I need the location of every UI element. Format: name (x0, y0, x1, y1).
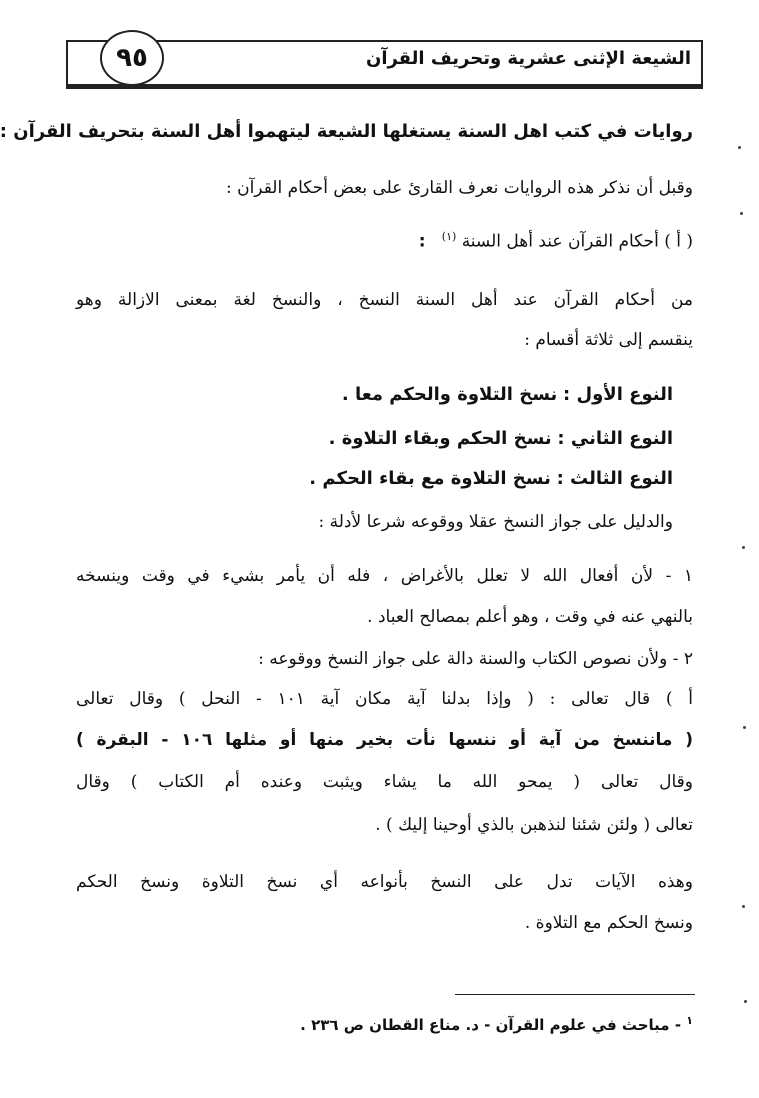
quran-line: ( ماننسخ من آية أو ننسها نأت بخير منها أو مثلها ١٠٦ - البقرة ) (76, 730, 693, 750)
scan-speck (744, 1000, 747, 1003)
type-label: النوع الأول : (563, 384, 673, 405)
scan-speck (740, 212, 743, 215)
type-item (309, 468, 673, 489)
scan-speck (738, 146, 741, 149)
footnote-reference: (١) (441, 230, 457, 243)
subheading-label: ( أ ) أحكام القرآن عند أهل السنة (461, 231, 693, 252)
scan-speck (742, 905, 745, 908)
footnote-divider (455, 994, 695, 995)
conclusion-line: ونسخ الحكم مع التلاوة . (524, 913, 693, 933)
conclusion-line: وهذه الآيات تدل على النسخ بأنواعه أي نسخ التلاوة ونسخ الحكم (76, 872, 693, 892)
scan-speck (742, 546, 745, 549)
footnote (300, 1014, 693, 1034)
type-text: نسخ الحكم وبقاء التلاوة . (328, 428, 552, 449)
scan-speck (743, 726, 746, 729)
running-title: الشيعة الإثنى عشرية وتحريف القرآن (365, 48, 691, 69)
evidence-intro: والدليل على جواز النسخ عقلا ووقوعه شرعا لأدلة : (318, 512, 673, 532)
intro-text: وقبل أن نذكر هذه الروايات نعرف القارئ على بعض أحكام القرآن : (225, 178, 693, 198)
type-item (342, 384, 673, 405)
section-heading: روايات في كتب اهل السنة يستغلها الشيعة ليتهموا أهل السنة بتحريف القرآن : (0, 121, 693, 142)
page-number: ٩٥ (100, 30, 164, 86)
point-two: ٢ - ولأن نصوص الكتاب والسنة دالة على جواز النسخ ووقوعه : (258, 649, 693, 669)
paragraph-line: ينقسم إلى ثلاثة أقسام : (524, 330, 693, 350)
point-one-line: بالنهي عنه في وقت ، وهو أعلم بمصالح العباد . (367, 607, 693, 627)
quran-line: تعالى ( ولئن شئنا لنذهبن بالذي أوحينا إليك ) . (375, 815, 693, 835)
footnote-marker: ١ (686, 1014, 693, 1027)
quran-line: وقال تعالى ( يمحو الله ما يشاء ويثبت وعنده أم الكتاب ) وقال (76, 772, 693, 792)
type-label: النوع الثالث : (556, 468, 673, 489)
point-one-line: ١ - لأن أفعال الله لا تعلل بالأغراض ، فله أن يأمر بشيء في وقت وينسخه (76, 566, 693, 586)
type-text: نسخ التلاوة مع بقاء الحكم . (309, 468, 551, 489)
subheading-colon: : (418, 231, 426, 252)
footnote-text: - مباحث في علوم القرآن - د. مناع القطان ص ٢٣٦ . (300, 1016, 682, 1034)
paragraph-line: من أحكام القرآن عند أهل السنة النسخ ، والنسخ لغة بمعنى الازالة وهو (76, 290, 693, 310)
header-rule (66, 86, 703, 89)
type-item (329, 428, 673, 449)
type-text: نسخ التلاوة والحكم معا . (341, 384, 558, 405)
type-label: النوع الثاني : (557, 428, 673, 449)
subheading (419, 230, 693, 252)
quran-line: أ ) قال تعالى : ( وإذا بدلنا آية مكان آية ١٠١ - النحل ) وقال تعالى (76, 689, 693, 709)
